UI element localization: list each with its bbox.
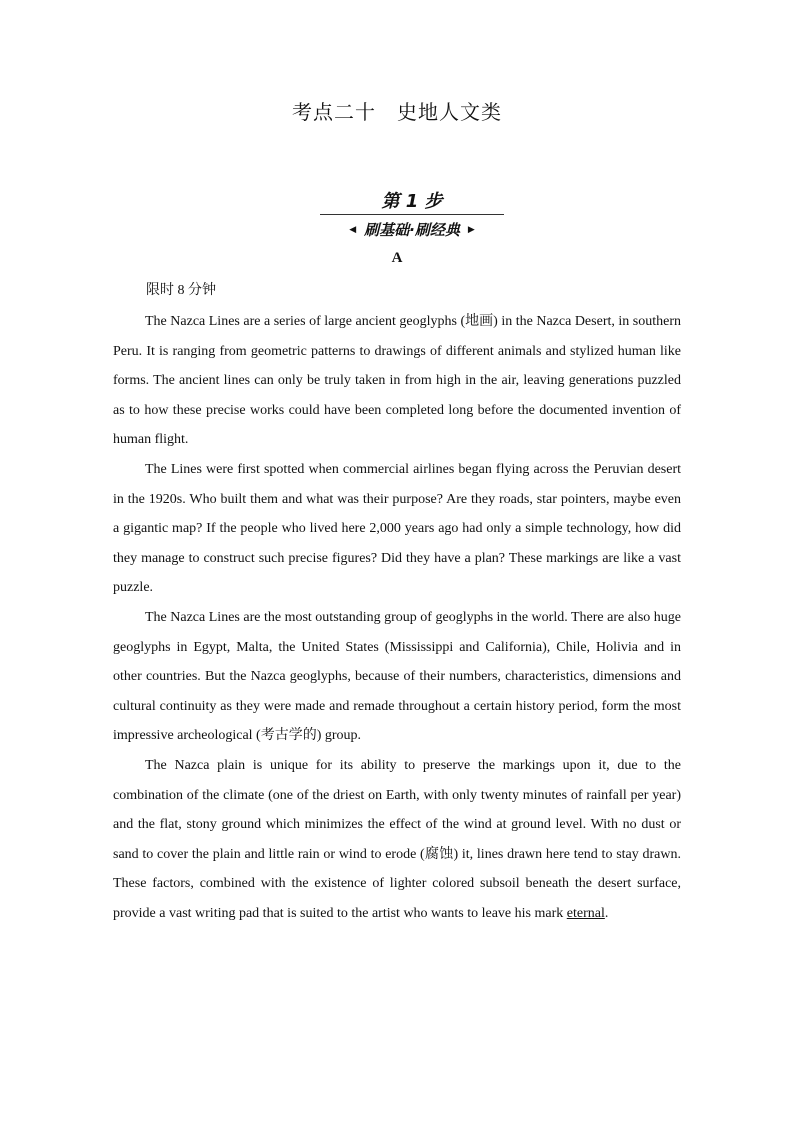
paragraph-2: The Lines were first spotted when commercial airlines began flying across the Peruvian desert in the 1920s. Who built them and what was their purpose? Are they roads, star pointers, maybe even a gigantic map? If the people who lived here 2,000 years ago had only a simple technology, how did they manage to construct such precise figures? Did they have a plan? These markings are like a vast puzzle. <box>113 461 681 596</box>
step-heading <box>320 190 504 241</box>
step-subtitle-row <box>320 219 504 241</box>
triangle-left-icon: ◀ <box>349 225 357 235</box>
section-letter: A <box>391 250 403 266</box>
paragraph-3: The Nazca Lines are the most outstanding group of geoglyphs in the world. There are also huge geoglyphs in Egypt, Malta, the United States (Mississippi and California), Chile, Holivia and in other countries. But the Nazca geoglyphs, because of their numbers, characteristics, dimensions and cultural continuity as they were made and remade throughout a certain history period, form the most impressive archeological (考古学的) group. <box>113 609 681 744</box>
paragraph-4 <box>113 751 681 929</box>
paragraph-1: The Nazca Lines are a series of large ancient geoglyphs (地画) in the Nazca Desert, in southern Peru. It is ranging from geometric patterns to drawings of different animals and stylized human like forms. The ancient lines can only be truly taken in from high in the air, leaving generations puzzled as to how these precise works could have been completed long before the documented invention of human flight. <box>113 314 681 448</box>
step-subtitle: 刷基础·刷经典 <box>364 221 460 239</box>
step-title: 第 1 步 <box>381 191 443 212</box>
paragraph-4-text: The Nazca plain is unique for its ability to preserve the markings upon it, due to the combination of the climate (one of the driest on Earth, with only twenty minutes of rainfall per year) and the flat, stony ground which minimizes the effect of the wind at ground level. With no dust or sand to cover the plain and little rain or wind to erode (腐蚀) it, lines drawn here tend to stay drawn. These factors, combined with the existence of lighter colored subsoil beneath the desert surface, provide a vast writing pad that is suited to the artist who wants to leave his mark <box>113 757 681 921</box>
time-limit: 限时 8 分钟 <box>146 283 216 298</box>
triangle-right-icon: ▶ <box>467 225 475 235</box>
paragraph-4-end: . <box>604 905 609 921</box>
reading-passage <box>113 307 681 928</box>
step-divider <box>320 214 504 215</box>
underlined-word: eternal <box>566 905 605 921</box>
page-title: 考点二十 史地人文类 <box>292 102 502 124</box>
